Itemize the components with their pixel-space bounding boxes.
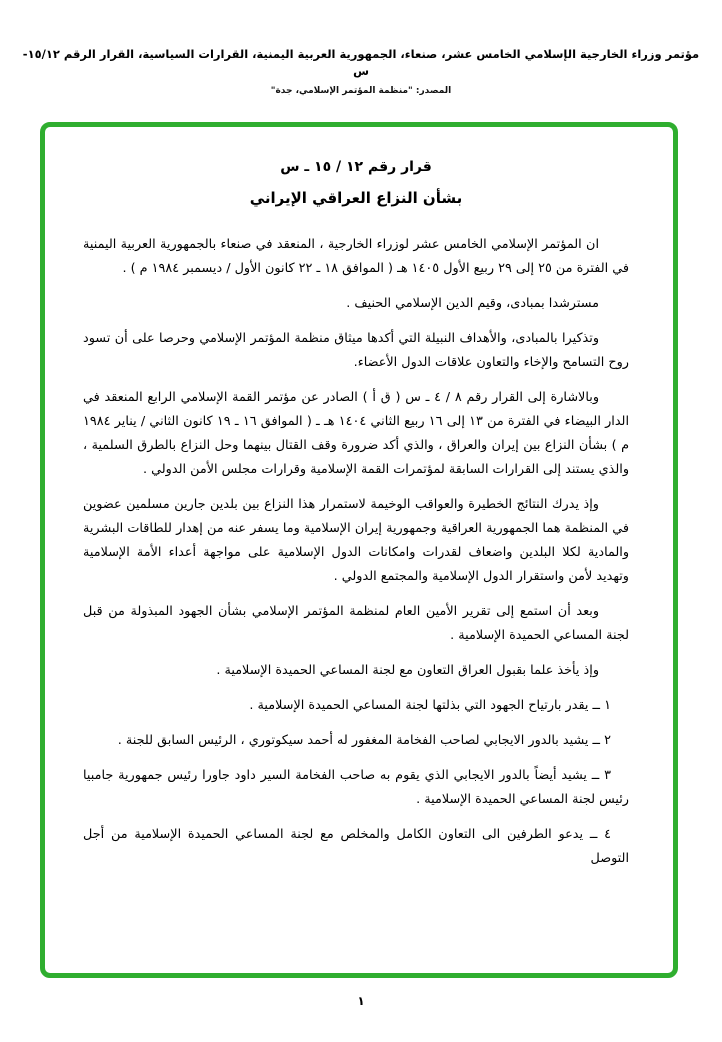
operative-item-2: ٢ ــ يشيد بالدور الايجابي لصاحب الفخامة المغفور له أحمد سيكوتوري ، الرئيس السابق للجنة . (117, 733, 611, 749)
page-footer (0, 994, 722, 1008)
paragraph-iraq-cooperation-note: وإذ يأخذ علما بقبول العراق التعاون مع لجنة المساعي الحميدة الإسلامية . (216, 663, 599, 679)
paragraph-secretary-general-report: وبعد أن استمع إلى تقرير الأمين العام لمنظمة المؤتمر الإسلامي بشأن الجهود المبذولة من قبل لجنة المساعي الحميدة الإسلامية . (83, 604, 629, 644)
header-title-line: مؤتمر وزراء الخارجية الإسلامي الخامس عشر، صنعاء، الجمهورية العربية اليمنية، القرارات السياسية، القرار الرقم ١٥/١٢-س (22, 47, 700, 79)
header-source-line: المصدر: "منظمة المؤتمر الإسلامي، جدة" (270, 85, 452, 96)
operative-item-4: ٤ ــ يدعو الطرفين الى التعاون الكامل والمخلص مع لجنة المساعي الحميدة الإسلامية من أجل التوصل (83, 827, 629, 867)
paragraph-session-preamble: ان المؤتمر الإسلامي الخامس عشر لوزراء الخارجية ، المنعقد في صنعاء بالجمهورية العربية اليمنية في الفترة من ٢٥ إلى ٢٩ ربيع الأول ١٤٠٥ هـ ( الموافق ١٨ ـ ٢٢ كانون الأول / ديسمبر ١٩٨٤ م ) . (83, 236, 629, 276)
paragraph-recalling-charter: وتذكيرا بالمبادى، والأهداف النبيلة التي أكدها ميثاق منظمة المؤتمر الإسلامي وحرصا على أن تسود روح التسامح والإخاء والتعاون علاقات الدول الأعضاء. (83, 330, 629, 370)
page-number: ١ (357, 993, 365, 1008)
resolution-subject-title: بشأن النزاع العراقي الإيراني (249, 188, 463, 207)
paragraph-referring-summit-resolution: وبالاشارة إلى القرار رقم ٨ / ٤ ـ س ( ق أ ) الصادر عن مؤتمر القمة الإسلامي الرابع المنعقد في الدار البيضاء في الفترة من ١٣ إلى ١٦ ربيع الثاني ١٤٠٤ هـ ـ ( الموافق ١٦ ـ ١٩ كانون الثاني / يناير ١٩٨٤ م ) بشأن النزاع بين إيران والعراق ، والذي أكد ضرورة وقف القتال بينهما وحل النزاع بالطرق السلمية ، والذي يستند إلى القرارات السابقة لمؤتمرات القمة الإسلامية وقرارات مجلس الأمن الدولي . (83, 389, 630, 477)
resolution-frame (40, 122, 678, 978)
operative-item-1: ١ ــ يقدر بارتياح الجهود التي بذلتها لجنة المساعي الحميدة الإسلامية . (249, 698, 611, 714)
paragraph-guided-by-principles: مسترشدا بمبادى، وقيم الدين الإسلامي الحنيف . (346, 295, 599, 311)
document-header (0, 0, 722, 96)
paragraph-aware-of-consequences: وإذ يدرك النتائج الخطيرة والعواقب الوخيمة لاستمرار هذا النزاع بين بلدين جارين مسلمين عضوين في المنظمة هما الجمهورية العراقية وجمهورية إيران الإسلامية وما يسفر عنه من إهدار للطاقات البشرية والمادية لكلا البلدين واضعاف لقدرات وامكانات الدول الإسلامية على مواجهة أعداء الأمة الإسلامية وتهديد لأمن واستقرار الدول الإسلامية والمجتمع الدولي . (83, 496, 629, 585)
operative-item-3: ٣ ــ يشيد أيضاً بالدور الايجابي الذي يقوم به صاحب الفخامة السير داود جاورا رئيس جمهورية جامبيا رئيس لجنة المساعي الحميدة الإسلامية . (83, 768, 629, 808)
resolution-number-title: قرار رقم ١٢ / ١٥ ـ س (280, 158, 432, 175)
